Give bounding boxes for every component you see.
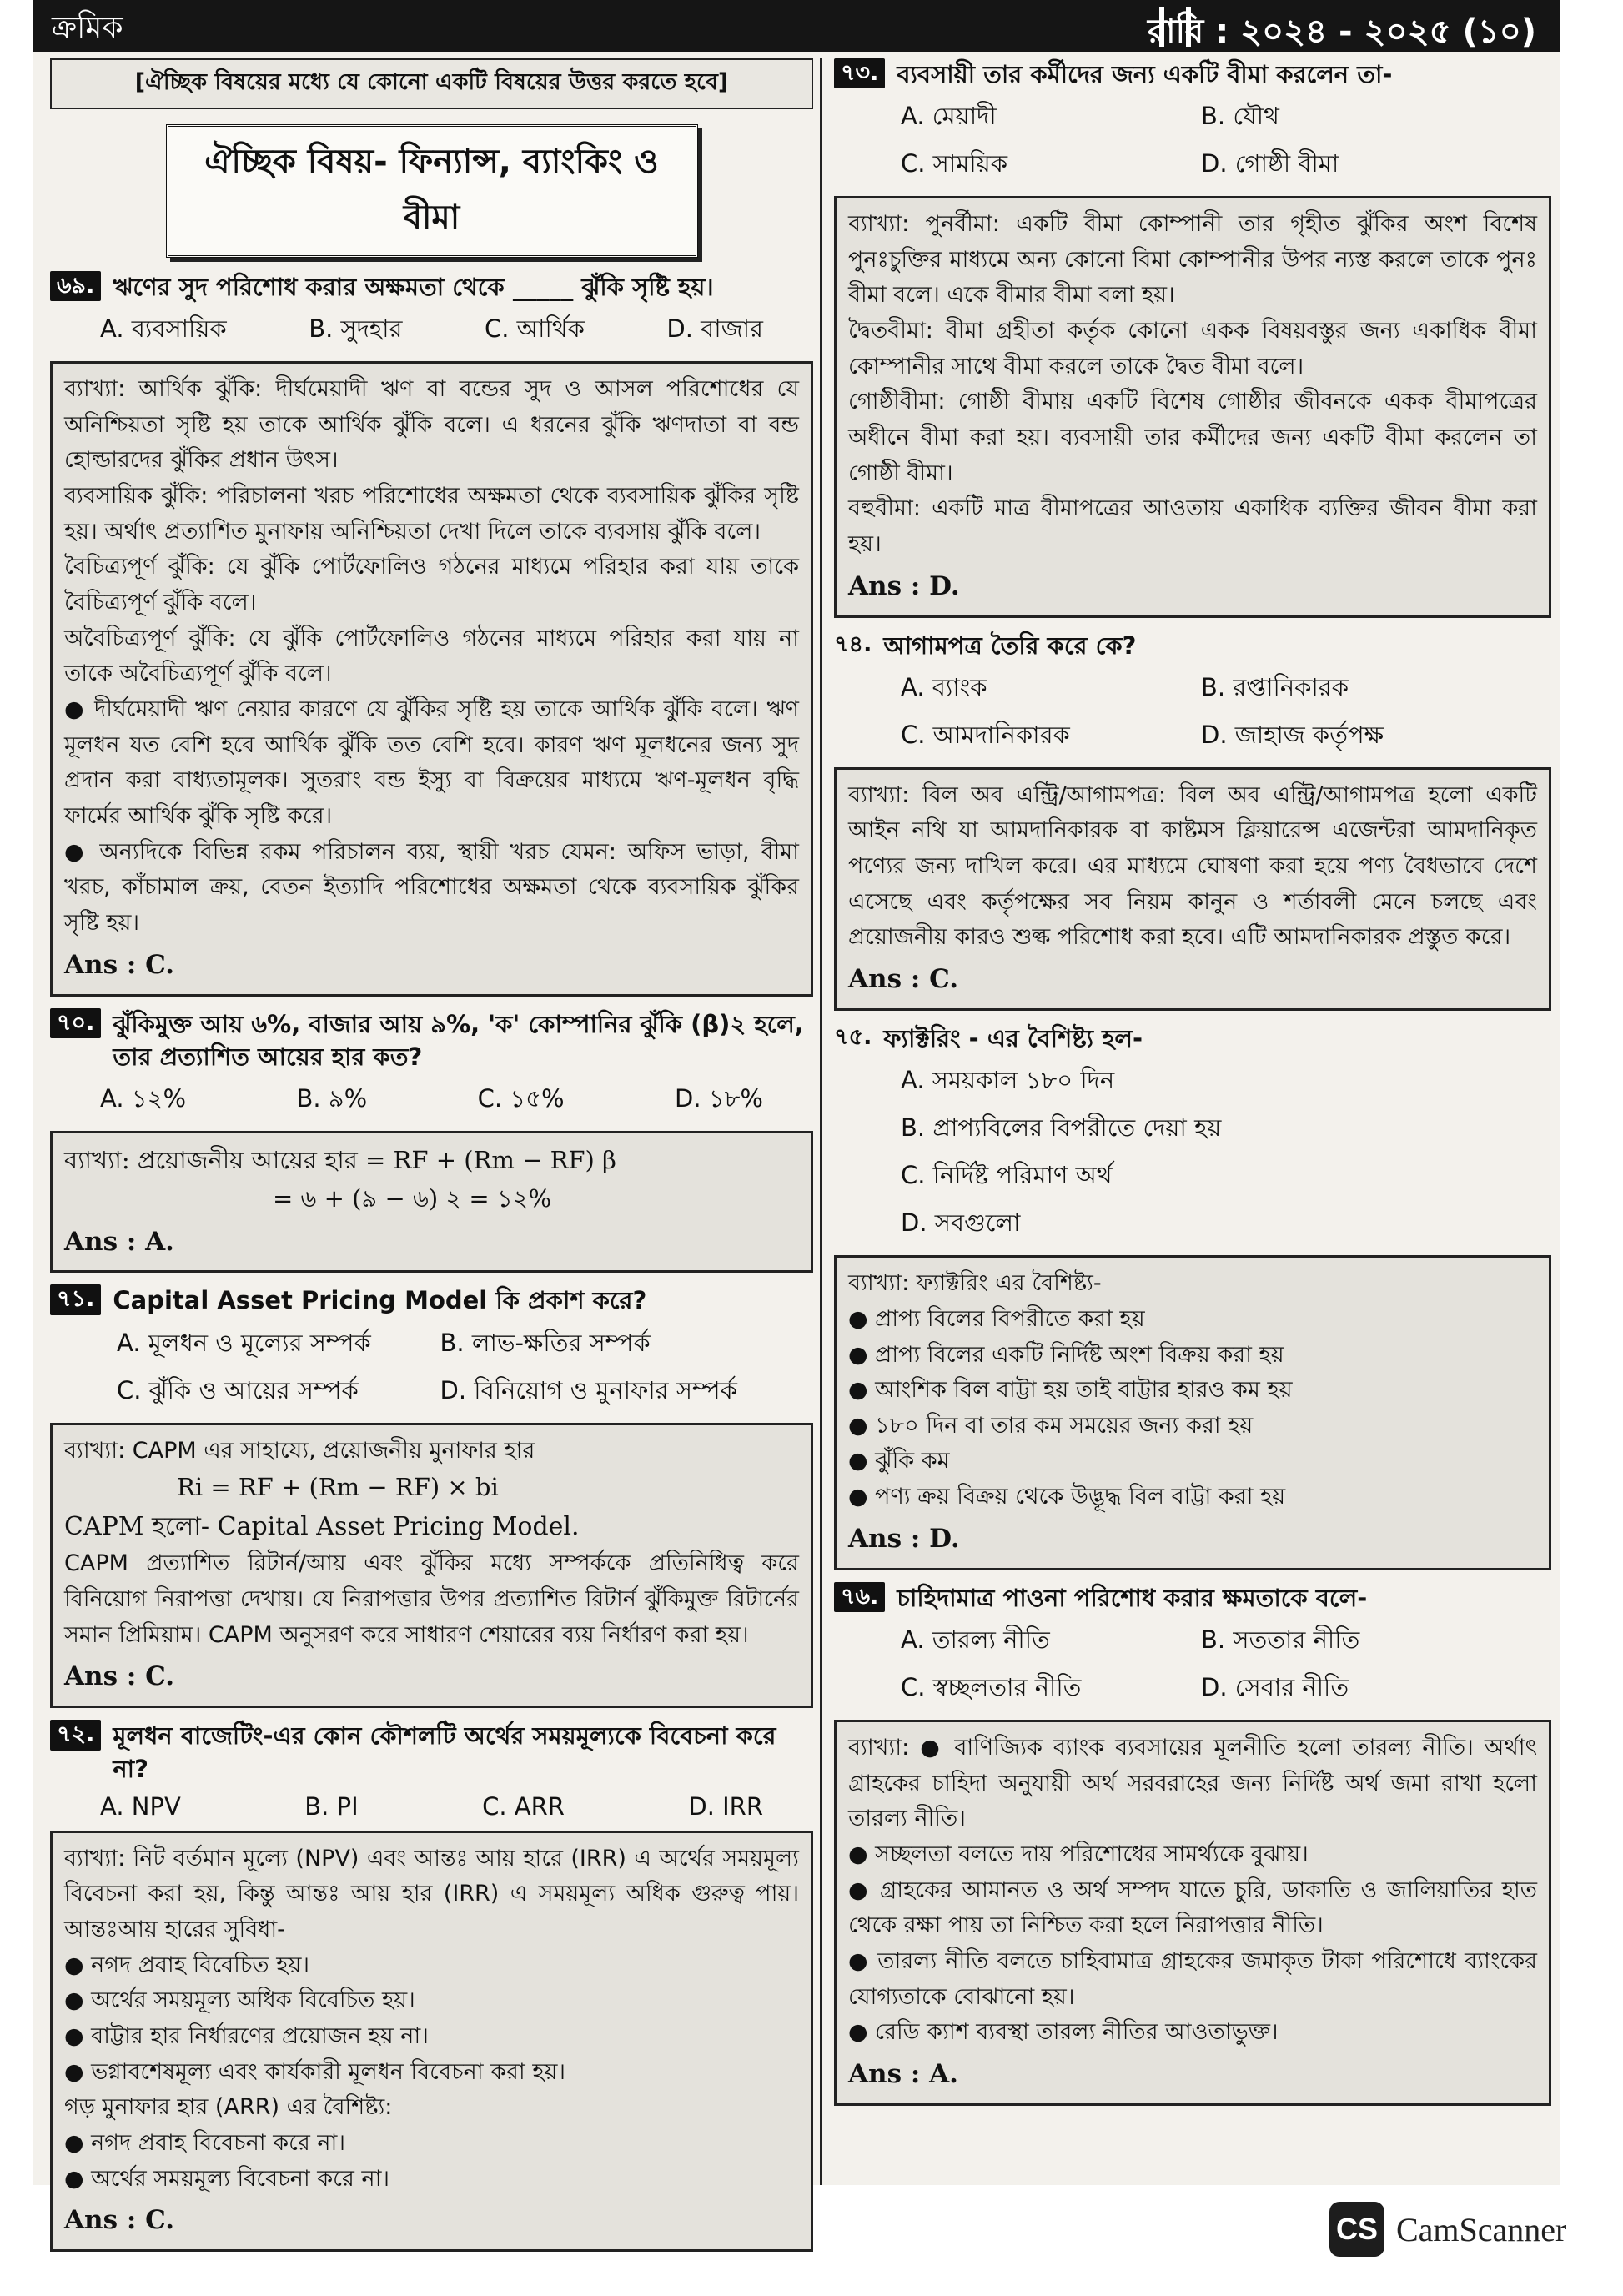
option-c[interactable]: C. ১৫%: [477, 1083, 565, 1113]
question-73: [834, 58, 1551, 618]
explanation-para: ● দীর্ঘমেয়াদী ঋণ নেয়ার কারণে যে ঝুঁকির সৃষ্টি হয় তাকে আর্থিক ঝুঁকি বলে। ঋণ মূলধন যত বেশি হবে আর্থিক ঝুঁকি তত বেশি হবে। কারণ ঋণ মূলধনের জন্য সুদ প্রদান করা বাধ্যতামূলক। সুতরাং বন্ড ইস্যু বা বিক্রয়ের মাধ্যমে ঋণ-মূলধন বৃদ্ধি ফার্মের আর্থিক ঝুঁকি সৃষ্টি করে।: [64, 696, 799, 830]
option-a[interactable]: A. NPV: [100, 1791, 181, 1821]
option-d[interactable]: D. সেবার নীতি: [1201, 1672, 1349, 1701]
explanation-box: [50, 1423, 813, 1709]
options: [50, 1318, 813, 1416]
question-number: ৭৪.: [834, 631, 872, 657]
answer: Ans : C.: [64, 1661, 174, 1692]
question-71: [50, 1284, 813, 1708]
explanation-para: ● বাট্টার হার নির্ধারণের প্রয়োজন হয় না।: [64, 2022, 429, 2049]
explanation-para: CAPM প্রত্যাশিত রিটার্ন/আয় এবং ঝুঁকির মধ্যে সম্পর্ককে প্রতিনিধিত্ব করে বিনিয়োগ নিরাপত্তা দেখায়। যে নিরাপত্তার উপর প্রত্যাশিত রিটার্ন ঝুঁকিমুক্ত রিটার্নের সমান প্রিমিয়াম। CAPM অনুসরণ করে সাধারণ শেয়ারের ব্যয় নির্ধারণ করা হয়।: [64, 1550, 799, 1648]
question-number: ৭১.: [50, 1284, 101, 1314]
question-number: ৭২.: [50, 1720, 101, 1750]
explanation-para: ● ১৮০ দিন বা তার কম সময়ের জন্য করা হয়: [848, 1412, 1254, 1439]
left-column: [50, 58, 813, 2252]
question-72: [50, 1720, 813, 2252]
option-b[interactable]: B. ৯%: [296, 1083, 368, 1113]
answer: Ans : A.: [64, 1226, 174, 1257]
question-70: [50, 1008, 813, 1274]
option-b[interactable]: B. লাভ-ক্ষতির সম্পর্ক: [440, 1328, 651, 1357]
question-text: চাহিদামাত্র পাওনা পরিশোধ করার ক্ষমতাকে বলে-: [897, 1583, 1368, 1612]
explanation-para: CAPM হলো- Capital Asset Pricing Model.: [64, 1512, 580, 1542]
option-c[interactable]: C. নির্দিষ্ট পরিমাণ অর্থ: [901, 1161, 1113, 1190]
explanation-para: ব্যাখ্যা: ফ্যাক্টরিং এর বৈশিষ্ট্য-: [848, 1270, 1102, 1297]
explanation-para: গড় মুনাফার হার (ARR) এর বৈশিষ্ট্য:: [64, 2094, 393, 2121]
options: [834, 91, 1551, 189]
option-d[interactable]: D. জাহাজ কর্তৃপক্ষ: [1201, 720, 1384, 749]
explanation-para: ব্যাখ্যা: ● বাণিজ্যিক ব্যাংক ব্যবসায়ের মূলনীতি হলো তারল্য নীতি। অর্থাৎ গ্রাহকের চাহিদা অনুযায়ী অর্থ সরবরাহের জন্য নির্দিষ্ট অর্থ জমা রাখা হলো তারল্য নীতি।: [848, 1734, 1537, 1832]
explanation-para: দ্বৈতবীমা: বীমা গ্রহীতা কর্তৃক কোনো একক বিষয়বস্তুর জন্য একাধিক বীমা কোম্পানীর সাথে বীমা করলে তাকে দ্বৈত বীমা বলে।: [848, 318, 1537, 379]
header-exam-title: রাবি : ২০২৪ - ২০২৫ (১০): [1147, 13, 1536, 51]
explanation-para: ● সচ্ছলতা বলতে দায় পরিশোধের সামর্থ্যকে বুঝায়।: [848, 1841, 1309, 1867]
explanation-para: ● প্রাপ্য বিলের বিপরীতে করা হয়: [848, 1305, 1145, 1332]
answer: Ans : D.: [848, 1523, 960, 1554]
explanation-para: ● তারল্য নীতি বলতে চাহিবামাত্র গ্রাহকের জমাকৃত টাকা পরিশোধে ব্যাংকের যোগ্যতাকে বোঝানো হয়।: [848, 1947, 1537, 2010]
option-c[interactable]: C. সাময়িক: [901, 149, 1008, 178]
option-a[interactable]: A. মূলধন ও মূল্যের সম্পর্ক: [117, 1328, 371, 1357]
answer: Ans : C.: [64, 2205, 174, 2236]
question-75: [834, 1022, 1551, 1570]
explanation-para: ব্যাখ্যা: আর্থিক ঝুঁকি: দীর্ঘমেয়াদী ঋণ বা বন্ডের সুদ ও আসল পরিশোধের যে অনিশ্চিয়তা সৃষ্টি হয় তাকে আর্থিক ঝুঁকি বলে। এ ধরনের ঝুঁকি ঋণদাতা বা বন্ড হোল্ডারদের ঝুঁকির প্রধান উৎস।: [64, 376, 799, 474]
answer: Ans : A.: [848, 2058, 958, 2089]
explanation-para: বৈচিত্র্যপূর্ণ ঝুঁকি: যে ঝুঁকি পোর্টফোলিও গঠনের মাধ্যমে পরিহার করা যায় তাকে বৈচিত্র্যপূর্ণ ঝুঁকি বলে।: [64, 554, 799, 616]
explanation-para: ● গ্রাহকের আমানত ও অর্থ সম্পদ যাতে চুরি, ডাকাতি ও জালিয়াতির হাত থেকে রক্ষা পায় তা নিশ্চিত করা হলে নিরাপত্তার নীতি।: [848, 1876, 1537, 1939]
option-c[interactable]: C. স্বচ্ছলতার নীতি: [901, 1672, 1082, 1701]
explanation-para: ব্যাখ্যা: নিট বর্তমান মূল্যে (NPV) এবং আন্তঃ আয় হারে (IRR) এ অর্থের সময়মূল্য বিবেচনা করা হয়, কিন্তু আন্তঃ আয় হার (IRR) এ সময়মূল্য অধিক গুরুত্ব পায়। আন্তঃআয় হারের সুবিধা-: [64, 1845, 799, 1943]
option-b[interactable]: B. সততার নীতি: [1201, 1625, 1360, 1654]
option-a[interactable]: A. ব্যবসায়িক: [100, 314, 227, 344]
option-a[interactable]: A. ১২%: [100, 1083, 186, 1113]
option-b[interactable]: B. যৌথ: [1201, 102, 1279, 131]
subject-title: ঐচ্ছিক বিষয়- ফিন্যান্স, ব্যাংকিং ও বীমা: [166, 124, 698, 258]
column-divider: [820, 58, 822, 2185]
option-d[interactable]: D. IRR: [688, 1791, 763, 1821]
question-text: আগামপত্র তৈরি করে কে?: [883, 631, 1137, 660]
options: [834, 1055, 1551, 1248]
camscanner-text: CamScanner: [1396, 2210, 1567, 2248]
explanation-para: বহুবীমা: একটি মাত্র বীমাপত্রের আওতায় একাধিক ব্যক্তির জীবন বীমা করা হয়।: [848, 495, 1537, 558]
question-number: ৬৯.: [50, 271, 101, 301]
explanation-box: [834, 767, 1551, 1011]
option-d[interactable]: D. সবগুলো: [901, 1208, 1021, 1238]
explanation-para: ● প্রাপ্য বিলের একটি নির্দিষ্ট অংশ বিক্রয় করা হয়: [848, 1341, 1284, 1368]
option-c[interactable]: C. আর্থিক: [485, 314, 585, 344]
question-text: ব্যবসায়ী তার কর্মীদের জন্য একটি বীমা করলেন তা-: [897, 60, 1393, 88]
option-c[interactable]: C. আমদানিকারক: [901, 720, 1070, 749]
explanation-para: ● ভগ্নাবশেষমূল্য এবং কার্যকারী মূলধন বিবেচনা করা হয়।: [64, 2058, 566, 2085]
explanation-para: অবৈচিত্র্যপূর্ণ ঝুঁকি: যে ঝুঁকি পোর্টফোলিও গঠনের মাধ্যমে পরিহার করা যায় না তাকে অবৈচিত্র্যপূর্ণ ঝুঁকি বলে।: [64, 625, 799, 687]
options: [50, 304, 813, 354]
option-b[interactable]: B. রপ্তানিকারক: [1201, 672, 1349, 701]
explanation-formula: ব্যাখ্যা: প্রয়োজনীয় আয়ের হার = RF + (Rm − RF) β: [64, 1145, 616, 1174]
explanation-para: ব্যবসায়িক ঝুঁকি: পরিচালনা খরচ পরিশোধের অক্ষমতা থেকে ব্যবসায়িক ঝুঁকির সৃষ্টি হয়। অর্থাৎ প্রত্যাশিত মুনাফায় অনিশ্চিয়তা দেখা দিলে তাকে ব্যবসায় ঝুঁকি বলে।: [64, 483, 799, 545]
question-text: Capital Asset Pricing Model কি প্রকাশ করে?: [113, 1286, 647, 1315]
explanation-box: [834, 1255, 1551, 1570]
explanation-para: ● আংশিক বিল বাট্টা হয় তাই বাট্টার হারও কম হয়: [848, 1377, 1293, 1404]
explanation-para: ● অর্থের সময়মূল্য অধিক বিবেচিত হয়।: [64, 1987, 415, 2014]
question-text: ফ্যাক্টরিং - এর বৈশিষ্ট্য হল-: [883, 1024, 1143, 1053]
options: [834, 662, 1551, 761]
answer: Ans : C.: [848, 964, 958, 995]
options: [834, 1615, 1551, 1713]
question-74: [834, 630, 1551, 1011]
answer: Ans : D.: [848, 570, 960, 601]
explanation-para: ব্যাখ্যা: বিল অব এন্ট্রি/আগামপত্র: বিল অব এন্ট্রি/আগামপত্র হলো একটি আইন নথি যা আমদানিকারক বা কাষ্টমস ক্লিয়ারেন্স এজেন্টরা আমদানিকৃত পণ্যের জন্য দাখিল করে। এর মাধ্যমে ঘোষণা করা হয়ে পণ্য বৈধভাবে দেশে এসেছে এবং কর্তৃপক্ষের সব নিয়ম কানুন ও শর্তাবলী মেনে চলছে এবং প্রয়োজনীয় কারও শুল্ক পরিশোধ করা হবে। এটি আমদানিকারক প্রস্তুত করে।: [848, 781, 1537, 951]
option-a[interactable]: A. ব্যাংক: [901, 672, 987, 701]
instruction-notice: [ঐচ্ছিক বিষয়ের মধ্যে যে কোনো একটি বিষয়ের উত্তর করতে হবে]: [50, 58, 813, 109]
question-number: ৭৬.: [834, 1582, 885, 1612]
question-76: [834, 1582, 1551, 2106]
question-number: ৭৫.: [834, 1024, 872, 1051]
explanation-box: [50, 1131, 813, 1274]
explanation-para: ● ঝুঁকি কম: [848, 1448, 950, 1475]
explanation-para: গোষ্ঠীবীমা: গোষ্ঠী বীমায় একটি বিশেষ গোষ্ঠীর জীবনকে একক বীমাপত্রের অধীনে বীমা করা হয়। ব্যবসায়ী তার কর্মীদের জন্য একটি বীমা করলেন তা গোষ্ঠী বীমা।: [848, 389, 1537, 486]
explanation-para: ● পণ্য ক্রয় বিক্রয় থেকে উদ্ভূদ্ধ বিল বাট্টা করা হয়: [848, 1484, 1286, 1510]
question-number: ৭৩.: [834, 58, 885, 88]
options: [50, 1073, 813, 1124]
option-d[interactable]: D. ১৮%: [675, 1083, 763, 1113]
explanation-box: [834, 1720, 1551, 2106]
explanation-para: ● অর্থের সময়মূল্য বিবেচনা করে না।: [64, 2165, 390, 2192]
explanation-para: ● নগদ প্রবাহ বিবেচনা করে না।: [64, 2129, 345, 2156]
camscanner-watermark: [1329, 2202, 1566, 2257]
explanation-box: [50, 1831, 813, 2253]
explanation-para: ● অন্যদিকে বিভিন্ন রকম পরিচালন ব্যয়, স্থায়ী খরচ যেমন: অফিস ভাড়া, বীমা খরচ, কাঁচামাল ক্রয়, বেতন ইত্যাদি পরিশোধের অক্ষমতা থেকে ব্যবসায়িক ঝুঁকির সৃষ্টি হয়।: [64, 838, 799, 936]
option-a[interactable]: A. সময়কাল ১৮০ দিন: [901, 1066, 1115, 1095]
option-d[interactable]: D. বিনিয়োগ ও মুনাফার সম্পর্ক: [440, 1375, 737, 1404]
option-d[interactable]: D. গোষ্ঠী বীমা: [1201, 149, 1339, 178]
explanation-para: ব্যাখ্যা: CAPM এর সাহায্যে, প্রয়োজনীয় মুনাফার হার: [64, 1437, 535, 1464]
option-c[interactable]: C. ARR: [482, 1791, 565, 1821]
option-c[interactable]: C. ঝুঁকি ও আয়ের সম্পর্ক: [117, 1375, 359, 1404]
answer: Ans : C.: [64, 949, 174, 980]
option-a[interactable]: A. তারল্য নীতি: [901, 1625, 1050, 1654]
page-header: [33, 0, 1560, 52]
header-left-text: ক্রমিক: [52, 11, 123, 45]
option-b[interactable]: B. প্রাপ্যবিলের বিপরীতে দেয়া হয়: [901, 1113, 1222, 1143]
question-text: মূলধন বাজেটিং-এর কোন কৌশলটি অর্থের সময়মূল্যকে বিবেচনা করে না?: [113, 1721, 776, 1783]
question-text: ঝুঁকিমুক্ত আয় ৬%, বাজার আয় ৯%, 'ক' কোম্পানির ঝুঁকি (β)২ হলে, তার প্রত্যাশিত আয়ের হার কত?: [113, 1009, 804, 1071]
option-b[interactable]: B. সুদহার: [309, 314, 403, 344]
camscanner-logo-icon: CS: [1329, 2202, 1384, 2257]
explanation-para: ব্যাখ্যা: পুনর্বীমা: একটি বীমা কোম্পানী তার গৃহীত ঝুঁকির অংশ বিশেষ পুনঃচুক্তির মাধ্যমে অন্য কোনো বিমা কোম্পানীর উপর ন্যস্ত করলে তাকে পুনঃ বীমা বলে। একে বীমার বীমা বলা হয়।: [848, 211, 1537, 309]
explanation-box: [50, 361, 813, 996]
right-column: [834, 58, 1551, 2106]
explanation-formula-result: = ৬ + (৯ − ৬) ২ = ১২%: [273, 1183, 552, 1213]
question-number: ৭০.: [50, 1008, 101, 1038]
options: [50, 1786, 813, 1824]
question-text: ঋণের সুদ পরিশোধ করার অক্ষমতা থেকে _____ ঝুঁকি সৃষ্টি হয়।: [113, 273, 714, 301]
explanation-formula: Ri = RF + (Rm − RF) × bi: [177, 1473, 499, 1502]
explanation-para: ● রেডি ক্যাশ ব্যবস্থা তারল্য নীতির আওতাভুক্ত।: [848, 2019, 1279, 2046]
explanation-para: ● নগদ প্রবাহ বিবেচিত হয়।: [64, 1952, 310, 1978]
option-a[interactable]: A. মেয়াদী: [901, 102, 997, 131]
option-d[interactable]: D. বাজার: [666, 314, 763, 344]
explanation-box: [834, 196, 1551, 618]
option-b[interactable]: B. PI: [304, 1791, 359, 1821]
question-69: [50, 271, 813, 997]
